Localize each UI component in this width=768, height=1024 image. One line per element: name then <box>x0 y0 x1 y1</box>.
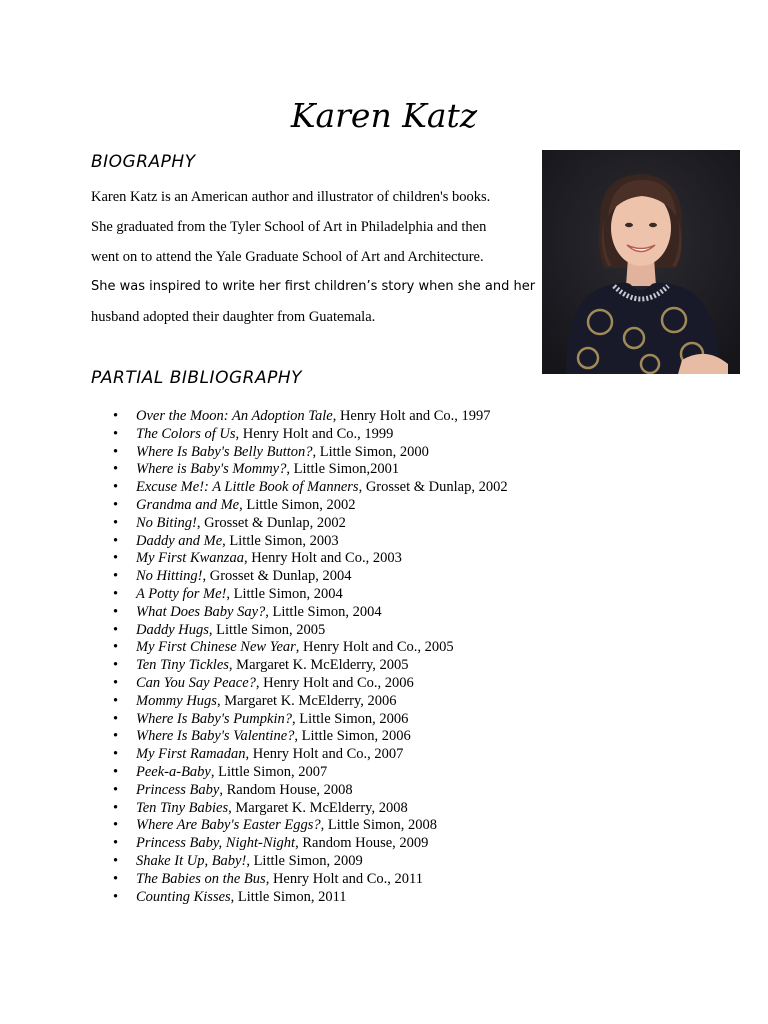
book-details: , Little Simon, 2002 <box>239 496 356 513</box>
book-title: Where is Baby's Mommy? <box>136 461 287 478</box>
bullet-icon: • <box>113 674 119 691</box>
book-details: , Little Simon, 2011 <box>230 888 347 905</box>
biography-line: Karen Katz is an American author and illustrator of children's books. <box>91 189 491 205</box>
book-details: , Little Simon, 2008 <box>320 817 437 834</box>
bullet-icon: • <box>113 479 119 496</box>
bullet-icon: • <box>113 585 119 602</box>
book-details: , Margaret K. McElderry, 2005 <box>228 657 409 674</box>
biography-line: She was inspired to write her first children’s story when she and her <box>91 279 536 294</box>
book-details: , Margaret K. McElderry, 2006 <box>216 692 397 709</box>
list-item <box>113 533 508 551</box>
book-title: Ten Tiny Tickles <box>136 657 229 674</box>
book-details: , Little Simon, 2006 <box>291 710 409 727</box>
book-title: Can You Say Peace? <box>136 674 256 691</box>
biography-line: She graduated from the Tyler School of Art in Philadelphia and then <box>91 219 487 235</box>
list-item <box>113 568 508 586</box>
biography-line: husband adopted their daughter from Guatemala. <box>91 309 376 325</box>
book-details: , Grosset & Dunlap, 2002 <box>196 514 346 531</box>
list-item <box>113 550 508 568</box>
book-title: Daddy and Me <box>136 532 223 549</box>
bibliography-heading: PARTIAL BIBLIOGRAPHY <box>91 368 302 388</box>
book-title: Where Is Baby's Valentine? <box>136 728 295 745</box>
book-title: Mommy Hugs <box>136 692 217 709</box>
book-details: , Little Simon, 2004 <box>226 585 343 602</box>
bullet-icon: • <box>113 496 119 513</box>
bullet-icon: • <box>113 781 119 798</box>
biography-heading: BIOGRAPHY <box>91 152 196 172</box>
page-title: Karen Katz <box>290 96 478 135</box>
list-item <box>113 835 508 853</box>
bullet-icon: • <box>113 746 119 763</box>
list-item <box>113 497 508 515</box>
list-item <box>113 515 508 533</box>
bullet-icon: • <box>113 621 119 638</box>
bullet-icon: • <box>113 568 119 585</box>
book-title: Where Is Baby's Belly Button? <box>136 443 313 460</box>
book-details: , Random House, 2009 <box>295 835 429 852</box>
book-title: Peek-a-Baby <box>136 763 211 780</box>
list-item <box>113 604 508 622</box>
list-item <box>113 800 508 818</box>
book-details: , Henry Holt and Co., 1997 <box>332 408 491 424</box>
book-title: Over the Moon: An Adoption Tale <box>136 408 333 424</box>
list-item <box>113 782 508 800</box>
book-title: Princess Baby <box>136 781 220 798</box>
bullet-icon: • <box>113 817 119 834</box>
bibliography-list <box>113 408 508 906</box>
book-details: , Little Simon, 2007 <box>210 763 328 780</box>
bullet-icon: • <box>113 603 119 620</box>
book-details: , Grosset & Dunlap, 2004 <box>202 568 352 585</box>
book-details: , Margaret K. McElderry, 2008 <box>228 799 408 816</box>
book-title: Princess Baby, Night-Night <box>136 835 296 852</box>
bullet-icon: • <box>113 514 119 531</box>
book-title: A Potty for Me! <box>136 585 227 602</box>
bullet-icon: • <box>113 728 119 745</box>
bullet-icon: • <box>113 835 119 852</box>
book-title: My First Ramadan <box>136 746 246 763</box>
list-item <box>113 622 508 640</box>
book-title: Counting Kisses <box>136 888 231 905</box>
book-title: The Colors of Us <box>136 425 236 442</box>
list-item <box>113 711 508 729</box>
list-item <box>113 817 508 835</box>
bullet-icon: • <box>113 639 119 656</box>
book-details: , Little Simon, 2003 <box>222 532 339 549</box>
list-item <box>113 764 508 782</box>
book-details: , Henry Holt and Co., 2007 <box>245 746 404 763</box>
book-details: , Henry Holt and Co., 2003 <box>243 550 402 567</box>
bullet-icon: • <box>113 692 119 709</box>
book-title: Ten Tiny Babies <box>136 799 229 816</box>
book-details: , Little Simon, 2009 <box>246 852 363 869</box>
list-item <box>113 479 508 497</box>
book-title: My First Chinese New Year <box>136 639 296 656</box>
bullet-icon: • <box>113 657 119 674</box>
book-title: Grandma and Me <box>136 496 240 513</box>
list-item <box>113 746 508 764</box>
book-title: Excuse Me!: A Little Book of Manners <box>136 479 359 496</box>
book-title: No Biting! <box>136 514 197 531</box>
book-details: , Henry Holt and Co., 2005 <box>295 639 454 656</box>
list-item <box>113 728 508 746</box>
bullet-icon: • <box>113 443 119 460</box>
bullet-icon: • <box>113 763 119 780</box>
bullet-icon: • <box>113 425 119 442</box>
book-title: Daddy Hugs <box>136 621 209 638</box>
list-item <box>113 408 508 426</box>
biography-text <box>91 182 536 332</box>
list-item <box>113 889 508 907</box>
book-details: , Henry Holt and Co., 2011 <box>265 870 424 887</box>
book-details: , Little Simon, 2000 <box>312 443 429 460</box>
book-title: Where Is Baby's Pumpkin? <box>136 710 292 727</box>
list-item <box>113 461 508 479</box>
portrait-illustration <box>542 150 740 374</box>
bullet-icon: • <box>113 408 119 424</box>
book-details: , Little Simon, 2005 <box>208 621 326 638</box>
book-details: , Random House, 2008 <box>219 781 353 798</box>
list-item <box>113 853 508 871</box>
book-title: The Babies on the Bus <box>136 870 266 887</box>
book-title: What Does Baby Say? <box>136 603 266 620</box>
bullet-icon: • <box>113 799 119 816</box>
book-details: , Little Simon,2001 <box>286 461 400 478</box>
list-item <box>113 657 508 675</box>
book-details: , Henry Holt and Co., 1999 <box>235 425 394 442</box>
book-title: My First Kwanzaa <box>136 550 244 567</box>
list-item <box>113 639 508 657</box>
list-item <box>113 586 508 604</box>
list-item <box>113 871 508 889</box>
book-title: No Hitting! <box>136 568 203 585</box>
bullet-icon: • <box>113 710 119 727</box>
bullet-icon: • <box>113 461 119 478</box>
bullet-icon: • <box>113 852 119 869</box>
book-details: , Grosset & Dunlap, 2002 <box>358 479 508 496</box>
bullet-icon: • <box>113 870 119 887</box>
book-details: , Henry Holt and Co., 2006 <box>255 674 414 691</box>
bullet-icon: • <box>113 888 119 905</box>
book-title: Shake It Up, Baby! <box>136 852 247 869</box>
biography-line: went on to attend the Yale Graduate School of Art and Architecture. <box>91 249 484 265</box>
bullet-icon: • <box>113 532 119 549</box>
author-portrait-photo <box>542 150 740 374</box>
list-item <box>113 444 508 462</box>
book-details: , Little Simon, 2006 <box>294 728 411 745</box>
list-item <box>113 675 508 693</box>
list-item <box>113 693 508 711</box>
list-item <box>113 426 508 444</box>
book-details: , Little Simon, 2004 <box>265 603 382 620</box>
bullet-icon: • <box>113 550 119 567</box>
book-title: Where Are Baby's Easter Eggs? <box>136 817 321 834</box>
